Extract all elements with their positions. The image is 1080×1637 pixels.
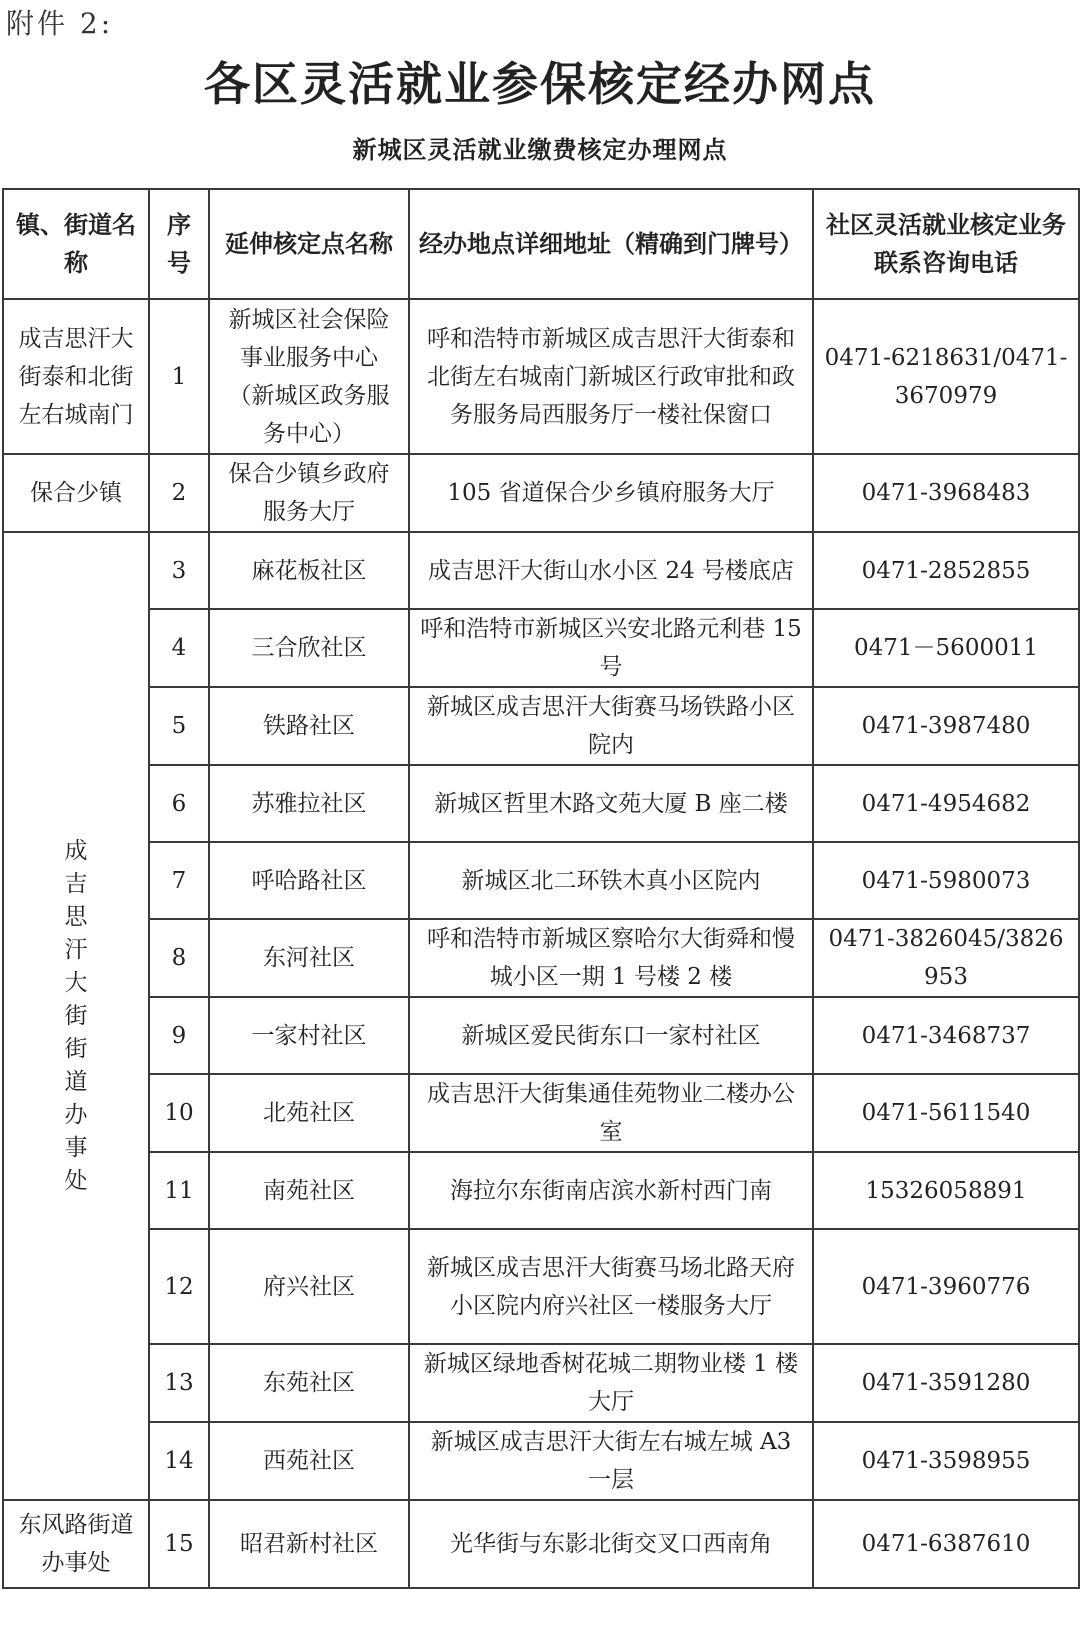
phone-cell: 0471-6218631/0471-3670979 <box>813 299 1079 454</box>
no-cell: 8 <box>149 919 209 997</box>
phone-cell: 0471-5611540 <box>813 1074 1079 1152</box>
phone-cell: 0471-3826045/3826953 <box>813 919 1079 997</box>
page-subtitle: 新城区灵活就业缴费核定办理网点 <box>352 136 728 164</box>
address-cell: 光华街与东影北街交叉口西南角 <box>409 1500 813 1588</box>
no-cell: 6 <box>149 765 209 842</box>
no-cell: 3 <box>149 532 209 609</box>
phone-cell: 0471-2852855 <box>813 532 1079 609</box>
table-row <box>3 1422 1079 1500</box>
town-cell: 成吉思汗大街泰和北街左右城南门 <box>3 299 149 454</box>
site-cell: 东河社区 <box>209 919 409 997</box>
site-cell: 新城区社会保险事业服务中心（新城区政务服务中心） <box>209 299 409 454</box>
address-cell: 新城区爱民街东口一家村社区 <box>409 997 813 1074</box>
header-site: 延伸核定点名称 <box>209 189 409 299</box>
site-cell: 苏雅拉社区 <box>209 765 409 842</box>
attachment-label: 附件 2: <box>6 7 114 40</box>
no-cell: 14 <box>149 1422 209 1500</box>
no-cell: 1 <box>149 299 209 454</box>
phone-cell: 0471-4954682 <box>813 765 1079 842</box>
table-row <box>3 609 1079 687</box>
address-cell: 海拉尔东街南店滨水新村西门南 <box>409 1152 813 1229</box>
site-cell: 北苑社区 <box>209 1074 409 1152</box>
merged-town-cell <box>3 532 149 1500</box>
table-row <box>3 299 1079 454</box>
site-cell: 南苑社区 <box>209 1152 409 1229</box>
no-cell: 12 <box>149 1229 209 1344</box>
no-cell: 4 <box>149 609 209 687</box>
merged-town-text: 成吉思汗大街街道办事处 <box>64 837 88 1194</box>
no-cell: 13 <box>149 1344 209 1422</box>
table-row <box>3 842 1079 919</box>
phone-cell: 0471-3960776 <box>813 1229 1079 1344</box>
service-points-table <box>2 188 1080 1589</box>
address-cell: 新城区哲里木路文苑大厦 B 座二楼 <box>409 765 813 842</box>
header-no: 序号 <box>149 189 209 299</box>
site-cell: 昭君新村社区 <box>209 1500 409 1588</box>
no-cell: 5 <box>149 687 209 765</box>
phone-cell: 15326058891 <box>813 1152 1079 1229</box>
table-row <box>3 765 1079 842</box>
site-cell: 府兴社区 <box>209 1229 409 1344</box>
table-row <box>3 454 1079 532</box>
no-cell: 9 <box>149 997 209 1074</box>
site-cell: 保合少镇乡政府服务大厅 <box>209 454 409 532</box>
site-cell: 东苑社区 <box>209 1344 409 1422</box>
site-cell: 呼哈路社区 <box>209 842 409 919</box>
table-row <box>3 1344 1079 1422</box>
address-cell: 呼和浩特市新城区察哈尔大街舜和慢城小区一期 1 号楼 2 楼 <box>409 919 813 997</box>
table-row <box>3 997 1079 1074</box>
no-cell: 11 <box>149 1152 209 1229</box>
table-row <box>3 532 1079 609</box>
page-title: 各区灵活就业参保核定经办网点 <box>204 57 876 111</box>
address-cell: 新城区北二环铁木真小区院内 <box>409 842 813 919</box>
phone-cell: 0471-3468737 <box>813 997 1079 1074</box>
phone-cell: 0471-5980073 <box>813 842 1079 919</box>
address-cell: 新城区成吉思汗大街左右城左城 A3 一层 <box>409 1422 813 1500</box>
town-cell: 东风路街道办事处 <box>3 1500 149 1588</box>
no-cell: 7 <box>149 842 209 919</box>
no-cell: 2 <box>149 454 209 532</box>
no-cell: 15 <box>149 1500 209 1588</box>
phone-cell: 0471-3591280 <box>813 1344 1079 1422</box>
table-header-row <box>3 189 1079 299</box>
site-cell: 铁路社区 <box>209 687 409 765</box>
header-town: 镇、街道名称 <box>3 189 149 299</box>
town-cell: 保合少镇 <box>3 454 149 532</box>
phone-cell: 0471-3598955 <box>813 1422 1079 1500</box>
address-cell: 呼和浩特市新城区成吉思汗大街泰和北街左右城南门新城区行政审批和政务服务局西服务厅一楼社保窗口 <box>409 299 813 454</box>
site-cell: 西苑社区 <box>209 1422 409 1500</box>
site-cell: 麻花板社区 <box>209 532 409 609</box>
table-row <box>3 1074 1079 1152</box>
address-cell: 成吉思汗大街集通佳苑物业二楼办公室 <box>409 1074 813 1152</box>
no-cell: 10 <box>149 1074 209 1152</box>
table-row <box>3 919 1079 997</box>
address-cell: 新城区绿地香树花城二期物业楼 1 楼大厅 <box>409 1344 813 1422</box>
table-row <box>3 1500 1079 1588</box>
phone-cell: 0471-3968483 <box>813 454 1079 532</box>
table-row <box>3 1152 1079 1229</box>
phone-cell: 0471－5600011 <box>813 609 1079 687</box>
header-phone: 社区灵活就业核定业务联系咨询电话 <box>813 189 1079 299</box>
address-cell: 新城区成吉思汗大街赛马场北路天府小区院内府兴社区一楼服务大厅 <box>409 1229 813 1344</box>
phone-cell: 0471-6387610 <box>813 1500 1079 1588</box>
address-cell: 呼和浩特市新城区兴安北路元利巷 15 号 <box>409 609 813 687</box>
site-cell: 三合欣社区 <box>209 609 409 687</box>
address-cell: 成吉思汗大街山水小区 24 号楼底店 <box>409 532 813 609</box>
phone-cell: 0471-3987480 <box>813 687 1079 765</box>
site-cell: 一家村社区 <box>209 997 409 1074</box>
address-cell: 105 省道保合少乡镇府服务大厅 <box>409 454 813 532</box>
address-cell: 新城区成吉思汗大街赛马场铁路小区院内 <box>409 687 813 765</box>
table-row <box>3 687 1079 765</box>
table-row <box>3 1229 1079 1344</box>
header-address: 经办地点详细地址（精确到门牌号） <box>409 189 813 299</box>
